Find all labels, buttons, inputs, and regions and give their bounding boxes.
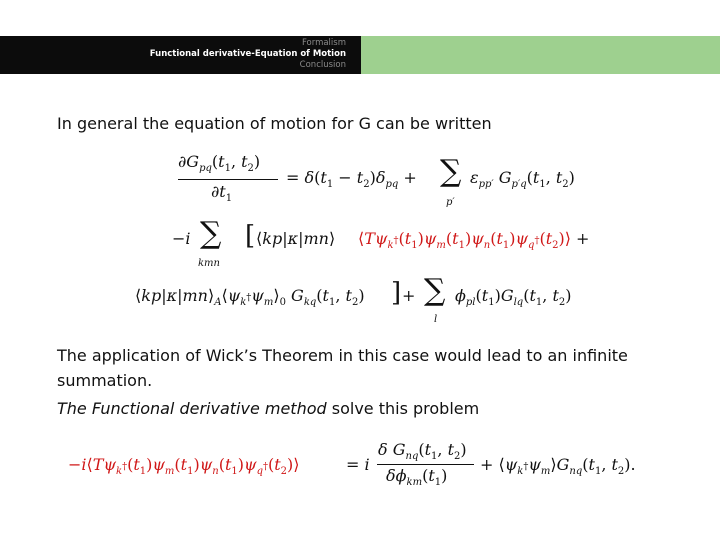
expectation-term: + $⟨\psi_{k^\dagger}\psi_m⟩G_{nq}(t_1$, $t_2$).: [480, 455, 636, 478]
sum-index: p′: [446, 197, 455, 208]
fdm-rest: solve this problem: [326, 399, 480, 418]
correlator-lhs: $-i⟨T\psi_{k^\dagger}(t_1)\psi_m(t_1)\psi_n(t_1)\psi_{q^\dagger}(t_2)⟩$: [68, 455, 300, 478]
open-bracket: [: [245, 221, 256, 251]
plus-sign: +: [402, 286, 416, 305]
matrix-element: ⟨kp|κ|mn⟩: [256, 229, 336, 248]
wick-text-line1: The application of Wick’s Theorem in this case would lead to an infinite: [57, 346, 628, 365]
minus-i: −i: [172, 229, 191, 248]
plus-sign: +: [576, 229, 590, 248]
equation-rhs-part2: $\varepsilon_{pp'}$ $G_{p'q}(t_1$, $t_2$): [470, 168, 575, 191]
nav-item-functional-derivative[interactable]: Functional derivative-Equation of Motion: [149, 49, 346, 59]
intro-text: In general the equation of motion for G can be written: [57, 114, 492, 133]
header-bar: [0, 36, 361, 74]
equals-i: = i: [346, 455, 370, 474]
fdm-method-name: The Functional derivative method: [57, 399, 327, 418]
nav-item-conclusion[interactable]: Conclusion: [299, 60, 346, 70]
antisymmetrized-term: $⟨kp|\kappa|mn⟩_A⟨\psi_{k^\dagger}\psi_m⟩_0$ $G_{kq}(t_1$, $t_2$): [135, 286, 365, 309]
header-accent-bar: [361, 36, 720, 74]
derivative-denominator: $\delta\phi_{km}(t_1)$: [386, 466, 448, 489]
potential-term: $\phi_{pl}(t_1)G_{lq}(t_1$, $t_2$): [455, 286, 572, 309]
derivative-numerator: δ $G_{nq}(t_1$, $t_2$): [378, 440, 467, 463]
sum-index: kmn: [198, 258, 220, 269]
sum-symbol: ∑: [424, 273, 446, 308]
fraction-bar: [377, 464, 474, 465]
close-bracket: ]: [391, 278, 402, 308]
fraction-numerator: $\partial G_{pq}(t_1$, $t_2$): [178, 152, 261, 175]
equation-rhs-part1: = $\delta(t_1 - t_2)\delta_{pq}$ +: [286, 168, 417, 191]
sum-symbol: ∑: [440, 154, 462, 189]
fraction-denominator: $\partial t_1$: [211, 182, 233, 205]
four-point-correlator: $⟨T\psi_{k^\dagger}(t_1)\psi_m(t_1)\psi_n(t_1)\psi_{q^\dagger}(t_2)⟩$: [358, 229, 571, 252]
wick-text-line2: summation.: [57, 371, 153, 390]
fraction-bar: [178, 179, 278, 180]
nav-item-formalism[interactable]: Formalism: [301, 38, 346, 48]
sum-symbol: ∑: [200, 216, 222, 251]
sum-index: l: [434, 314, 438, 325]
fdm-text: [57, 399, 479, 418]
